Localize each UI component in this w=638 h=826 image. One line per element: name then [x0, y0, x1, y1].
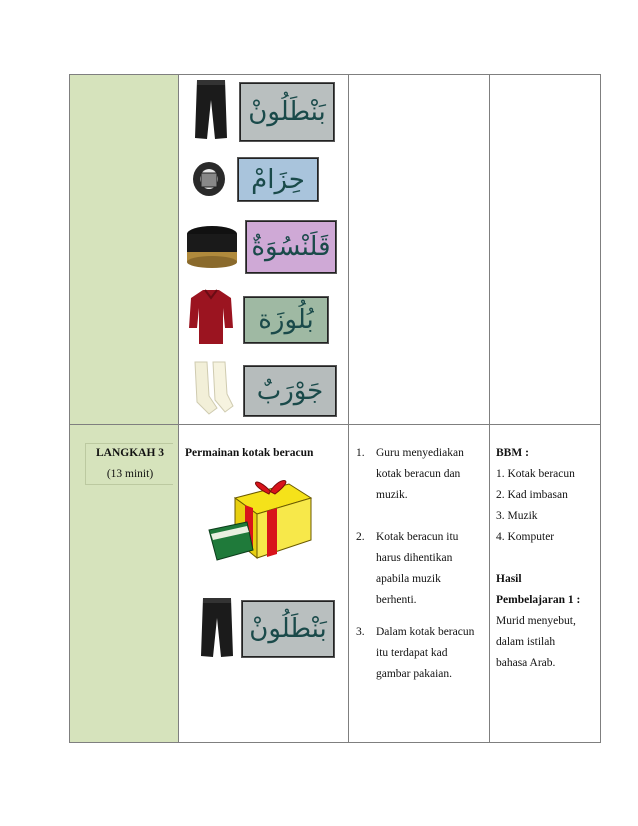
step-item: 1. Guru menyediakan kotak beracun dan muzik.: [356, 447, 464, 501]
cap-icon: [183, 222, 241, 274]
col-divider-1: [178, 74, 179, 743]
table-border-right: [600, 74, 601, 743]
vocab-word-4: جَوْرَبٌ: [256, 376, 324, 406]
activity-title: Permainan kotak beracun: [185, 447, 314, 459]
col-divider-3: [489, 74, 490, 743]
bbm-item: 3. Muzik: [496, 510, 538, 522]
langkah-title: LANGKAH 3: [95, 447, 165, 459]
table-border-top: [69, 74, 601, 75]
row2-vocab-card: [241, 600, 335, 658]
lesson-table: [69, 74, 601, 743]
vocab-card-1: [237, 157, 319, 202]
col-divider-2: [348, 74, 349, 743]
bbm-item: 1. Kotak beracun: [496, 468, 575, 480]
vocab-word-1: حِزَامْ: [251, 164, 305, 195]
hasil-line: bahasa Arab.: [496, 657, 556, 669]
resources-cell: [496, 443, 600, 674]
vocab-word-0: بَنْطَلُونْ: [248, 97, 326, 127]
blouse-icon: [187, 288, 235, 346]
bbm-item: 4. Komputer: [496, 531, 555, 543]
hasil-title: Hasil: [496, 573, 522, 585]
trousers-icon: [197, 596, 237, 660]
bbm-item: 2. Kad imbasan: [496, 489, 568, 501]
steps-list: [356, 443, 486, 685]
vocab-card-3: [243, 296, 329, 344]
vocab-word-2: قَلَنْسُوَةٌ: [251, 232, 331, 262]
hasil-subtitle: Pembelajaran 1 :: [496, 594, 581, 606]
langkah-column: [69, 74, 178, 743]
table-border-left: [69, 74, 70, 743]
step-item: 3. Dalam kotak beracun itu terdapat kad gambar pakaian.: [356, 626, 475, 680]
vocab-card-4: [243, 365, 337, 417]
vocab-card-2: [245, 220, 337, 274]
bbm-title: BBM :: [496, 447, 529, 459]
hasil-line: dalam istilah: [496, 636, 556, 648]
belt-icon: [191, 159, 227, 199]
row2-vocab-word: بَنْطَلُونْ: [249, 614, 327, 644]
langkah-time: (13 minit): [106, 468, 154, 480]
hasil-line: Murid menyebut,: [496, 615, 576, 627]
step-item: 2. Kotak beracun itu harus dihentikan apabila muzik berhenti.: [356, 531, 459, 606]
table-border-bottom: [69, 742, 601, 743]
langkah-label-box: [85, 443, 173, 485]
vocab-card-0: [239, 82, 335, 142]
vocab-word-3: بُلُوزَة: [258, 305, 314, 335]
row-divider: [69, 424, 601, 425]
trousers-icon: [191, 78, 231, 142]
gift-box-icon: [207, 470, 317, 562]
socks-icon: [191, 360, 235, 416]
